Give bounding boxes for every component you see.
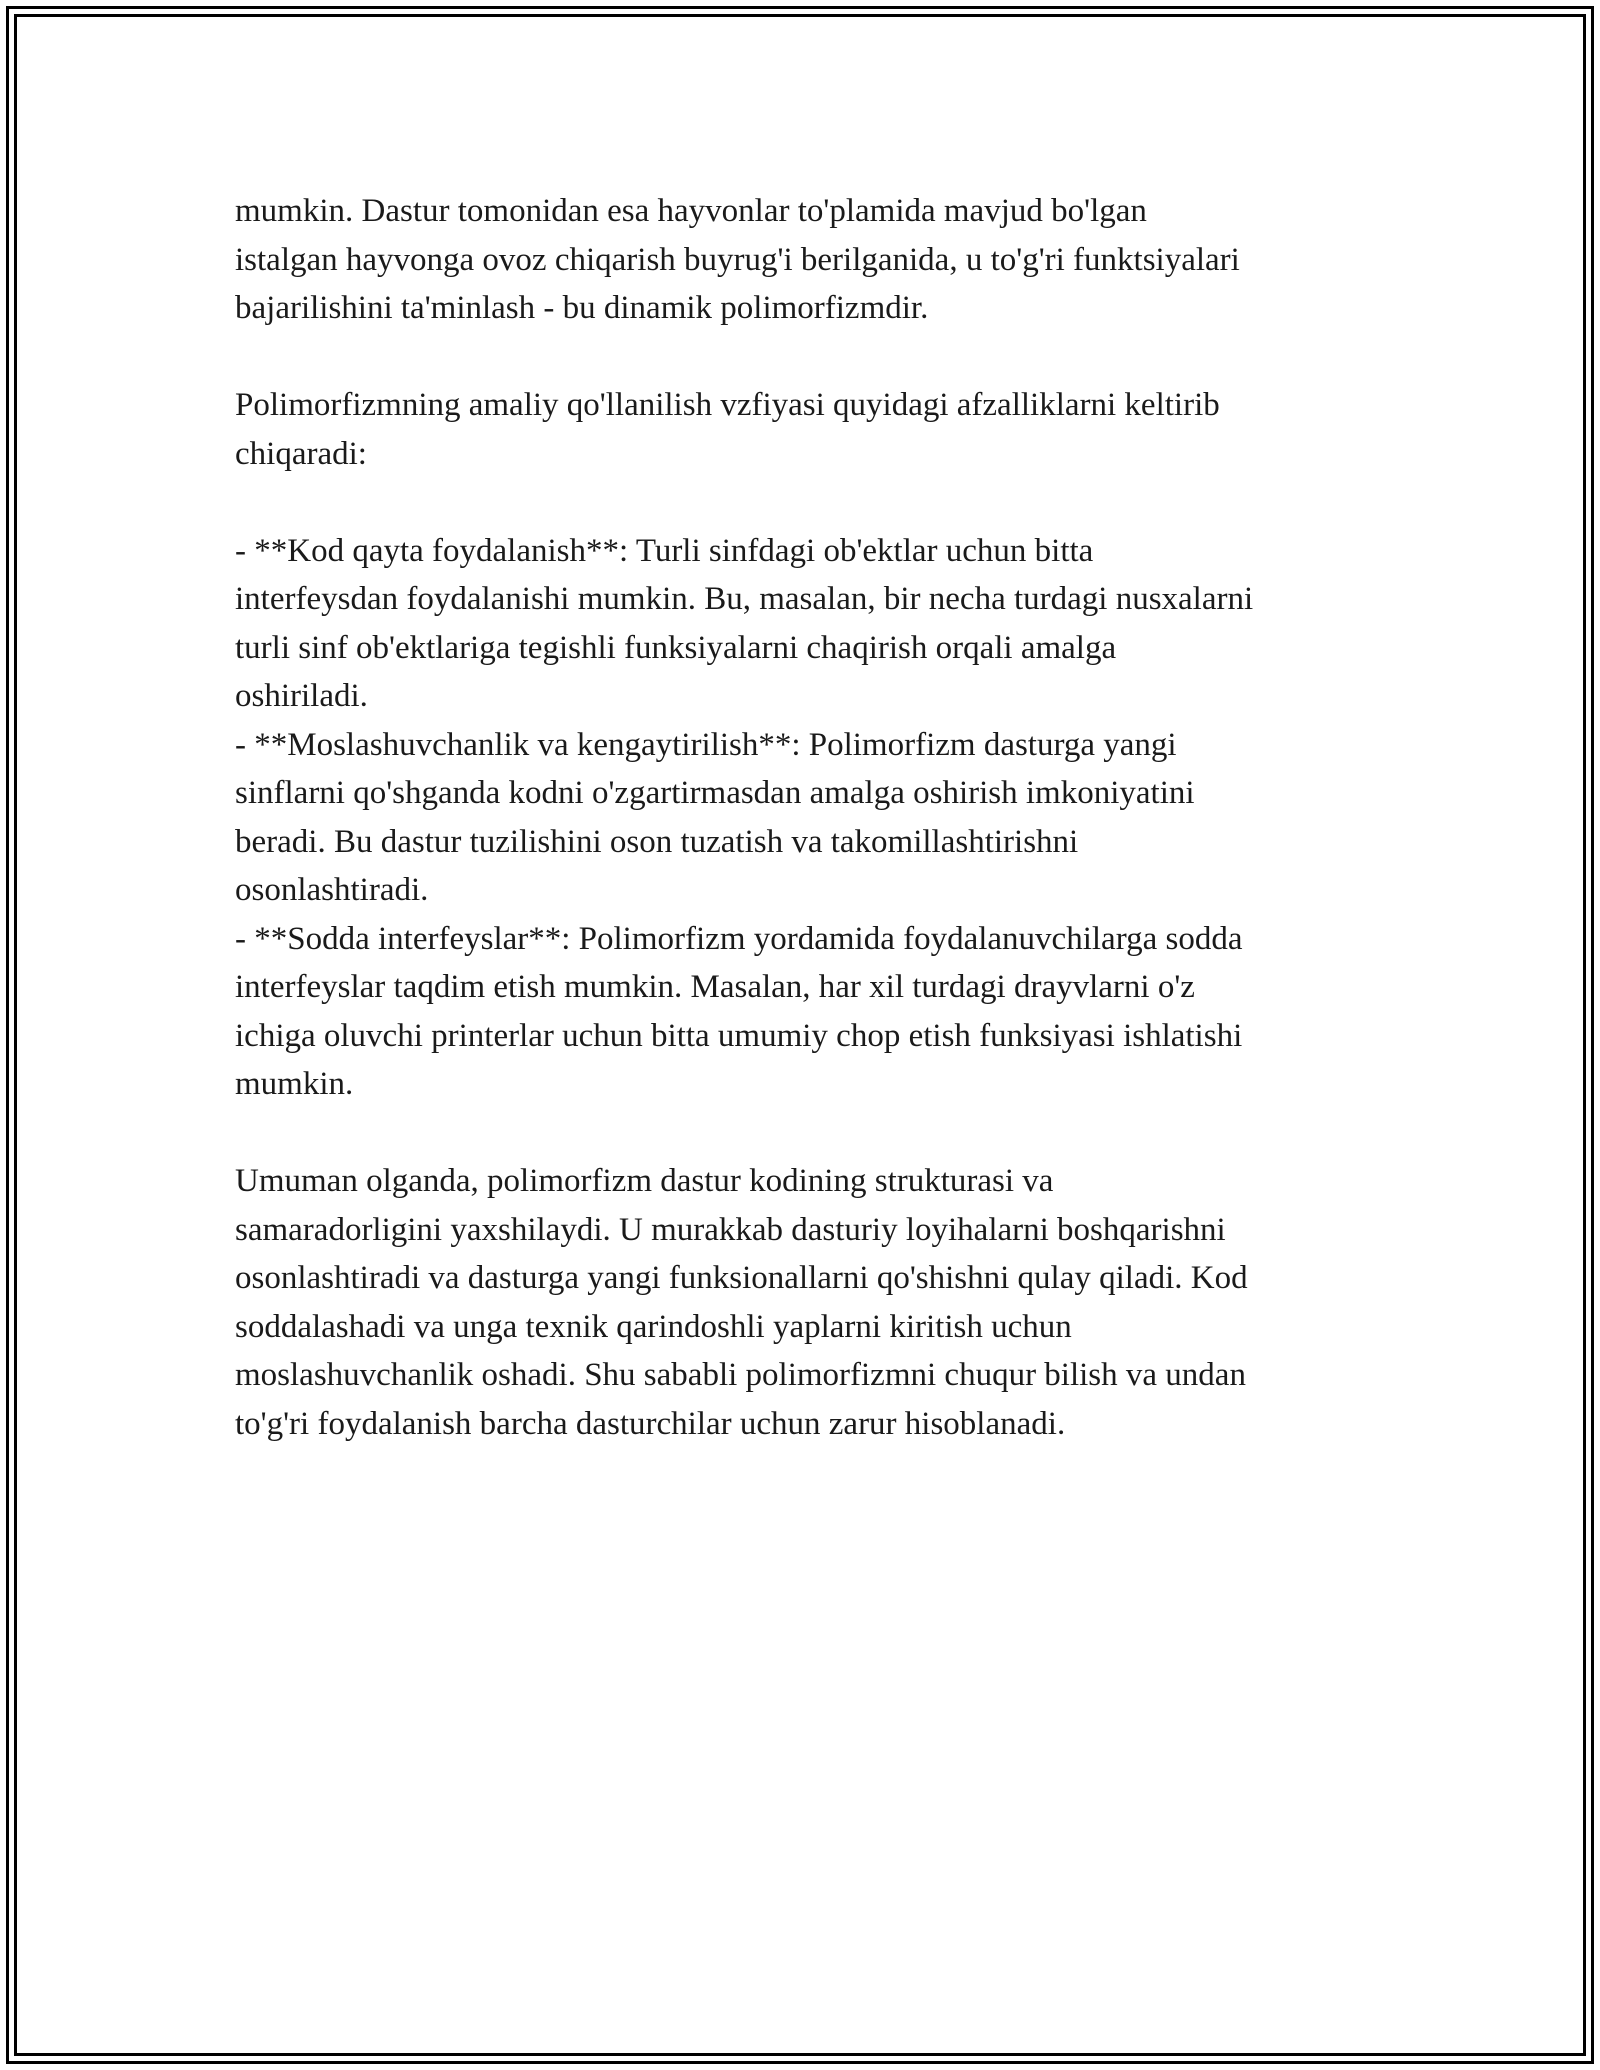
text-line: beradi. Bu dastur tuzilishini oson tuzatish va takomillashtirishni <box>235 823 1079 860</box>
text-line: mumkin. Dastur tomonidan esa hayvonlar to'plamida mavjud bo'lgan <box>235 193 1147 229</box>
paragraph-intro <box>235 187 1370 333</box>
text-line: ichiga oluvchi printerlar uchun bitta umumiy chop etish funksiyasi ishlatishi <box>235 1017 1243 1054</box>
text-line: interfeysdan foydalanishi mumkin. Bu, masalan, bir necha turdagi nusxalarni <box>235 581 1254 617</box>
text-line: mumkin. <box>235 1066 354 1102</box>
text-line: - **Moslashuvchanlik va kengaytirilish**: Polimorfizm dasturga yangi <box>235 726 1177 763</box>
text-line: samaradorligini yaxshilaydi. U murakkab dasturiy loyihalarni boshqarishni <box>235 1211 1226 1248</box>
text-line: chiqaradi: <box>235 435 367 472</box>
text-line: Umuman olganda, polimorfizm dastur kodining strukturasi va <box>235 1163 1054 1199</box>
text-line: interfeyslar taqdim etish mumkin. Masalan, har xil turdagi drayvlarni o'z <box>235 969 1195 1005</box>
text-line: istalgan hayvonga ovoz chiqarish buyrug'i berilganida, u to'g'ri funktsiyalari <box>235 241 1240 278</box>
paragraph-lead <box>235 381 1370 478</box>
text-line: - **Sodda interfeyslar**: Polimorfizm yordamida foydalanuvchilarga sodda <box>235 920 1243 957</box>
text-line: osonlashtiradi va dasturga yangi funksionallarni qo'shishni qulay qiladi. Kod <box>235 1260 1248 1296</box>
list-item-flexibility <box>235 721 1370 915</box>
text-line: - **Kod qayta foydalanish**: Turli sinfdagi ob'ektlar uchun bitta <box>235 532 1094 569</box>
list-item-simple-interfaces <box>235 915 1370 1109</box>
text-line: to'g'ri foydalanish barcha dasturchilar uchun zarur hisoblanadi. <box>235 1405 1066 1442</box>
paragraph-conclusion <box>235 1157 1370 1448</box>
document-body <box>235 187 1370 1448</box>
paragraph-spacer <box>235 333 1370 382</box>
text-line: oshiriladi. <box>235 678 368 714</box>
text-line: moslashuvchanlik oshadi. Shu sababli polimorfizmni chuqur bilish va undan <box>235 1357 1246 1393</box>
text-line: sinflarni qo'shganda kodni o'zgartirmasdan amalga oshirish imkoniyatini <box>235 775 1195 811</box>
paragraph-spacer <box>235 478 1370 527</box>
text-line: osonlashtiradi. <box>235 872 429 908</box>
text-line: Polimorfizmning amaliy qo'llanilish vzfiyasi quyidagi afzalliklarni keltirib <box>235 387 1220 423</box>
benefits-list <box>235 527 1370 1109</box>
text-line: bajarilishini ta'minlash - bu dinamik polimorfizmdir. <box>235 290 929 326</box>
list-item-code-reuse <box>235 527 1370 721</box>
text-line: soddalashadi va unga texnik qarindoshli yaplarni kiritish uchun <box>235 1308 1072 1345</box>
paragraph-spacer <box>235 1109 1370 1158</box>
text-line: turli sinf ob'ektlariga tegishli funksiyalarni chaqirish orqali amalga <box>235 629 1117 666</box>
